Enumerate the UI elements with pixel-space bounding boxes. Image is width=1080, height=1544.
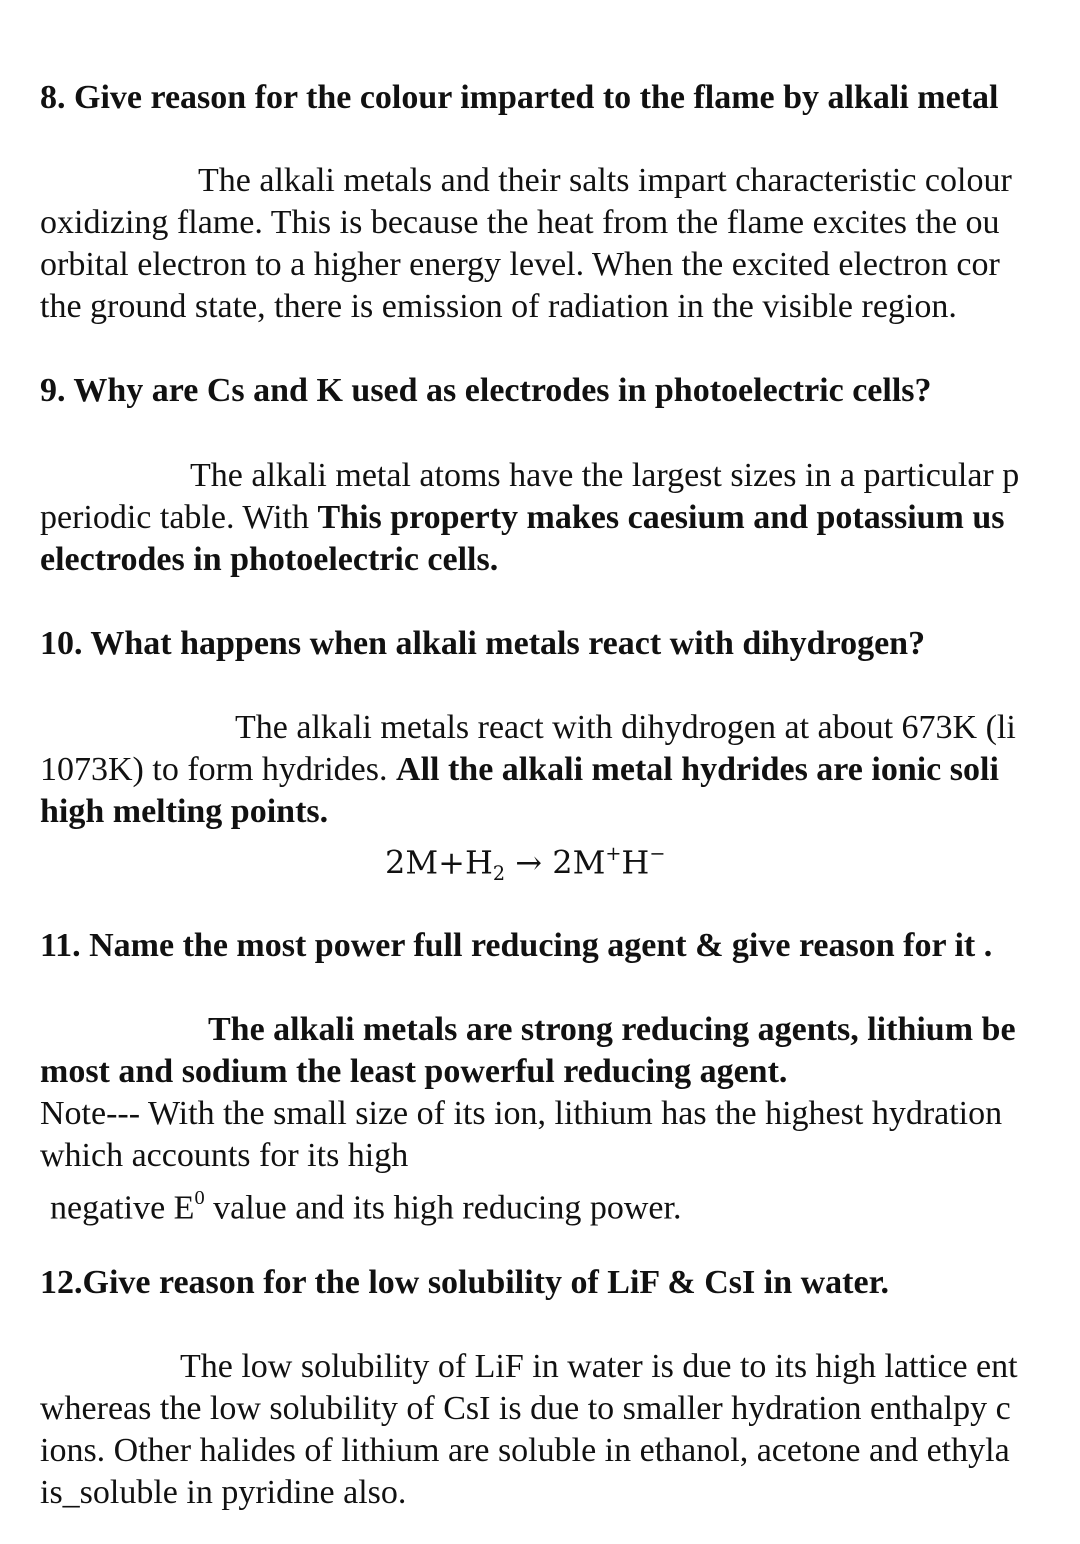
answer-11-line-2: most and sodium the least powerful reducing agent. — [40, 1053, 788, 1090]
standard-potential-superscript: 0 — [194, 1187, 205, 1209]
answer-8-line-4: the ground state, there is emission of radiation in the visible region. — [40, 288, 957, 325]
answer-9-line-2-plain: periodic table. With — [40, 499, 318, 536]
answer-12-line-2: whereas the low solubility of CsI is due to smaller hydration enthalpy c — [40, 1390, 1011, 1427]
answer-9-line-2 — [40, 498, 1005, 538]
answer-8-line-3: orbital electron to a higher energy level. When the excited electron cor — [40, 246, 1000, 283]
answer-9-line-3: electrodes in photoelectric cells. — [40, 541, 499, 578]
equation-lhs-subscript: 2 — [492, 862, 506, 886]
answer-8-line-2: oxidizing flame. This is because the heat from the flame excites the ou — [40, 204, 1000, 241]
answer-10-line-3: high melting points. — [40, 793, 329, 830]
question-9-title: 9. Why are Cs and K used as electrodes in photoelectric cells? — [40, 372, 932, 409]
equation-lhs: 2M+H — [385, 843, 493, 882]
equation-rhs-hydride: H — [621, 843, 650, 882]
equation-rhs-charge-minus: − — [649, 842, 666, 865]
answer-12-line-1: The low solubility of LiF in water is due to its high lattice ent — [180, 1348, 1018, 1385]
answer-10-line-2-plain: 1073K) to form hydrides. — [40, 751, 397, 788]
answer-10-line-2 — [40, 750, 999, 790]
answer-11-note-line-3-b: value and its high reducing power. — [204, 1189, 682, 1227]
answer-11-note-line-3 — [50, 1178, 681, 1228]
answer-11-note-line-1: Note--- With the small size of its ion, lithium has the highest hydration — [40, 1095, 1003, 1132]
equation-rhs-charge-plus: + — [605, 842, 622, 865]
question-10-title: 10. What happens when alkali metals react with dihydrogen? — [40, 625, 926, 662]
answer-12-line-3: ions. Other halides of lithium are soluble in ethanol, acetone and ethyla — [40, 1432, 1010, 1469]
question-11-title: 11. Name the most power full reducing agent & give reason for it . — [40, 927, 993, 964]
equation-rhs: 2M — [552, 843, 606, 882]
reaction-equation — [385, 834, 665, 894]
question-8-title: 8. Give reason for the colour imparted to the flame by alkali metal — [40, 79, 999, 116]
answer-8-line-1: The alkali metals and their salts impart characteristic colour — [198, 162, 1012, 199]
question-12-title: 12.Give reason for the low solubility of LiF & CsI in water. — [40, 1264, 890, 1301]
answer-12-line-4: is_soluble in pyridine also. — [40, 1474, 407, 1511]
answer-10-line-2-bold: All the alkali metal hydrides are ionic soli — [396, 751, 999, 788]
answer-11-note-line-2: which accounts for its high — [40, 1137, 409, 1174]
equation-arrow: → — [505, 843, 553, 882]
answer-9-line-2-bold: This property makes caesium and potassium us — [317, 499, 1005, 536]
answer-11-line-1: The alkali metals are strong reducing agents, lithium be — [208, 1011, 1016, 1048]
answer-9-line-1: The alkali metal atoms have the largest sizes in a particular p — [190, 457, 1020, 494]
answer-11-note-line-3-a: negative E — [50, 1189, 195, 1227]
answer-10-line-1: The alkali metals react with dihydrogen at about 673K (li — [235, 709, 1016, 746]
